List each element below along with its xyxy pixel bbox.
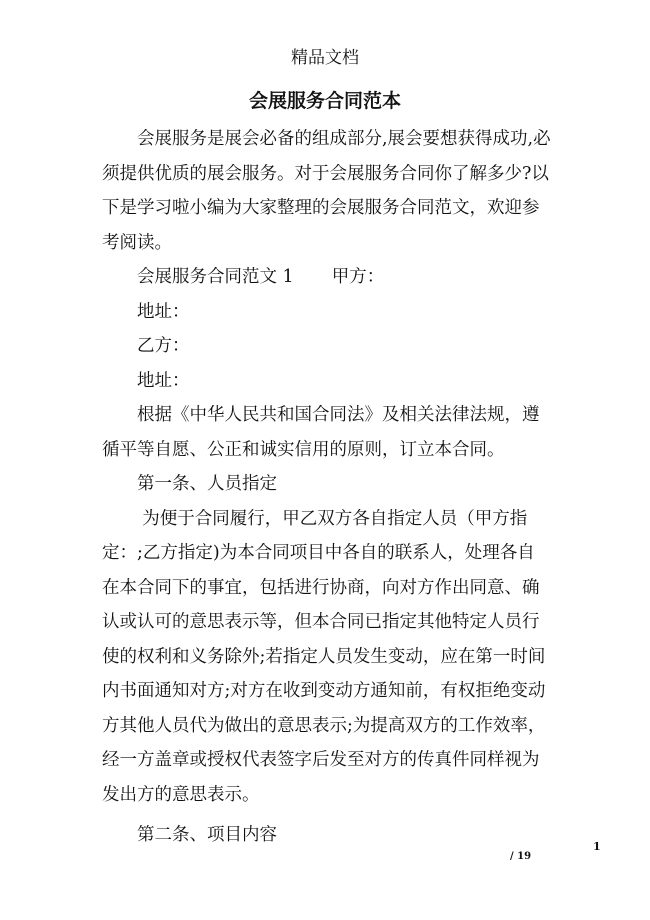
contract-heading: 会展服务合同范文 1 xyxy=(137,267,294,287)
article-2-heading: 第二条、项目内容 xyxy=(137,825,277,845)
page-total: / 19 xyxy=(510,851,532,862)
document-body xyxy=(102,122,552,853)
party-b-label: 乙方： xyxy=(137,336,190,356)
article-1-body: 为便于合同履行，甲乙双方各自指定人员（甲方指定：;乙方指定)为本合同项目中各自的联系人，处理各自在本合同下的事宜，包括进行协商，向对方作出同意、确认或认可的意思表示等，但本合同已指定其他特定人员行使的权利和义务除外;若指定人员发生变动，应在第一时间内书面通知对方;对方在收到变动方通知前，有权拒绝变动方其他人员代为做出的意思表示;为提高双方的工作效率，经一方盖章或授权代表签字后发至对方的传真件同样视为发出方的意思表示。 xyxy=(102,508,546,805)
party-a-label: 甲方： xyxy=(331,267,385,287)
contract-heading-line xyxy=(102,260,552,295)
legal-basis-paragraph: 根据《中华人民共和国合同法》及相关法律法规，遵循平等自愿、公正和诚实信用的原则，订立本合同。 xyxy=(102,405,540,460)
page-number: 1 xyxy=(593,840,601,853)
intro-paragraph: 会展服务是展会必备的组成部分,展会要想获得成功,必须提供优质的展会服务。对于会展服务合同你了解多少?以下是学习啦小编为大家整理的会展服务合同范文，欢迎参考阅读。 xyxy=(102,129,551,253)
party-b-address-label: 地址： xyxy=(137,370,190,391)
document-title: 会展服务合同范本 xyxy=(248,90,401,112)
article-1-heading: 第一条、人员指定 xyxy=(137,474,277,494)
page-header: 精品文档 xyxy=(291,48,359,68)
party-a-address-label: 地址： xyxy=(137,301,190,322)
